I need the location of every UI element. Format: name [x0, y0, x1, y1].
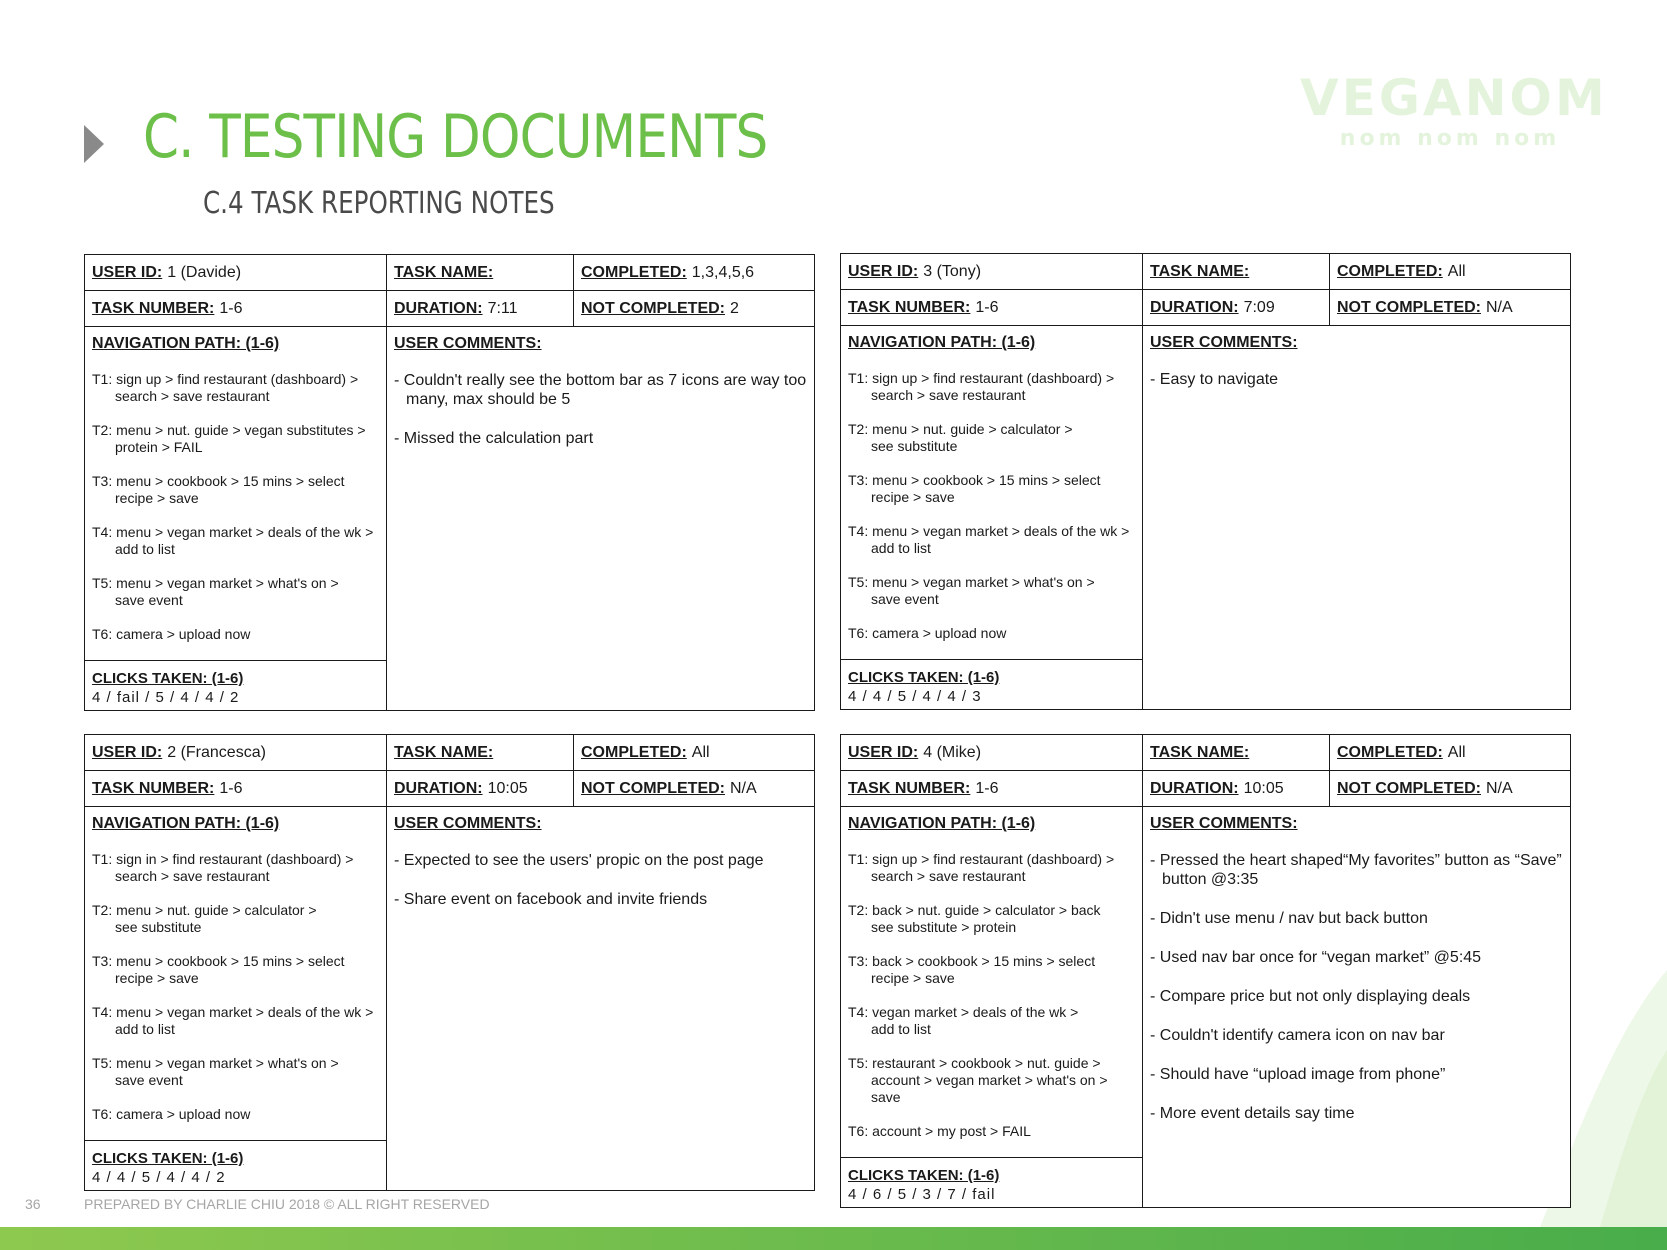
comment-item: - Share event on facebook and invite friends [394, 891, 708, 908]
task-number-value: 1-6 [219, 779, 243, 797]
task-card-user-3 [840, 253, 1571, 710]
task-number-value: 1-6 [975, 779, 999, 797]
completed-label: COMPLETED: [581, 743, 687, 761]
nav-step: T1: sign in > find restaurant (dashboard) > search > save restaurant [92, 851, 354, 884]
user-id-cell [85, 735, 387, 770]
clicks-taken [841, 1157, 1142, 1210]
user-comments [1143, 807, 1570, 1207]
clicks-taken-value: 4 / 6 / 5 / 3 / 7 / fail [848, 1186, 996, 1203]
veganom-logo [1300, 69, 1608, 152]
card-meta-row [841, 290, 1570, 326]
nav-step: T5: restaurant > cookbook > nut. guide > account > vegan market > what's on > save [848, 1055, 1108, 1105]
task-number-cell [85, 291, 387, 326]
clicks-taken-value: 4 / 4 / 5 / 4 / 4 / 2 [92, 1169, 226, 1186]
completed-value: 1,3,4,5,6 [691, 263, 755, 281]
comment-item: - Expected to see the users' propic on the post page [394, 852, 764, 869]
nav-step: T5: menu > vegan market > what's on > save event [92, 575, 339, 608]
task-number-cell [85, 771, 387, 806]
not-completed-value: N/A [1486, 298, 1513, 316]
task-card-user-2 [84, 734, 815, 1191]
navigation-path [85, 327, 386, 660]
logo-wordmark: VEGANOM [1300, 69, 1608, 127]
duration-value: 10:05 [1243, 779, 1284, 797]
completed-label: COMPLETED: [581, 263, 687, 281]
comment-item: - Should have “upload image from phone” [1150, 1066, 1446, 1083]
not-completed-cell [574, 291, 814, 326]
navigation-path [841, 326, 1142, 659]
user-comments-label: USER COMMENTS: [394, 335, 542, 352]
user-comments [387, 327, 814, 710]
card-body [841, 326, 1570, 709]
user-id-label: USER ID: [848, 743, 919, 761]
duration-cell [387, 771, 574, 806]
completed-value: All [1447, 743, 1466, 761]
card-meta-row [85, 771, 814, 807]
task-card-user-4 [840, 734, 1571, 1208]
clicks-taken [85, 1140, 386, 1193]
card-header-row [841, 254, 1570, 290]
completed-value: All [691, 743, 710, 761]
completed-label: COMPLETED: [1337, 743, 1443, 761]
card-body [841, 807, 1570, 1207]
not-completed-value: 2 [730, 299, 739, 317]
nav-step: T1: sign up > find restaurant (dashboard) > search > save restaurant [848, 370, 1115, 403]
comment-item: - Pressed the heart shaped“My favorites” button as “Save” button @3:35 [1150, 852, 1562, 888]
user-id-value: 2 (Francesca) [167, 743, 266, 761]
comment-item: - Didn't use menu / nav but back button [1150, 910, 1428, 927]
card-body [85, 327, 814, 710]
duration-value: 7:11 [487, 299, 518, 317]
user-id-value: 3 (Tony) [923, 262, 982, 280]
clicks-taken-label: CLICKS TAKEN: (1-6) [848, 1167, 1000, 1184]
nav-step: T5: menu > vegan market > what's on > save event [92, 1055, 339, 1088]
nav-step: T4: vegan market > deals of the wk > add to list [848, 1004, 1079, 1037]
nav-step: T1: sign up > find restaurant (dashboard) > search > save restaurant [92, 371, 359, 404]
comment-item: - Couldn't really see the bottom bar as 7 icons are way too many, max should be 5 [394, 372, 807, 408]
clicks-taken [85, 660, 386, 713]
nav-step: T3: menu > cookbook > 15 mins > select recipe > save [92, 473, 345, 506]
completed-cell [574, 735, 814, 770]
clicks-taken-label: CLICKS TAKEN: (1-6) [92, 1150, 244, 1167]
navigation-column [841, 326, 1143, 709]
user-comments [387, 807, 814, 1190]
comment-item: - Easy to navigate [1150, 371, 1279, 388]
nav-step: T3: menu > cookbook > 15 mins > select recipe > save [92, 953, 345, 986]
navigation-path-label: NAVIGATION PATH: (1-6) [848, 815, 1036, 832]
nav-step: T3: back > cookbook > 15 mins > select recipe > save [848, 953, 1096, 986]
completed-label: COMPLETED: [1337, 262, 1443, 280]
clicks-taken [841, 659, 1142, 712]
card-header-row [85, 735, 814, 771]
user-id-cell [841, 735, 1143, 770]
duration-label: DURATION: [1150, 779, 1239, 797]
duration-label: DURATION: [394, 299, 483, 317]
card-body [85, 807, 814, 1190]
duration-label: DURATION: [1150, 298, 1239, 316]
nav-step: T1: sign up > find restaurant (dashboard) > search > save restaurant [848, 851, 1115, 884]
task-name-label: TASK NAME: [394, 263, 494, 281]
bottom-accent-bar [0, 1227, 1667, 1250]
user-id-label: USER ID: [848, 262, 919, 280]
navigation-path-label: NAVIGATION PATH: (1-6) [848, 334, 1036, 351]
user-id-label: USER ID: [92, 263, 163, 281]
task-number-label: TASK NUMBER: [848, 779, 971, 797]
navigation-path [85, 807, 386, 1140]
nav-step: T2: back > nut. guide > calculator > back see substitute > protein [848, 902, 1101, 935]
clicks-taken-label: CLICKS TAKEN: (1-6) [92, 670, 244, 687]
task-number-label: TASK NUMBER: [848, 298, 971, 316]
task-card-user-1 [84, 254, 815, 711]
task-number-value: 1-6 [219, 299, 243, 317]
task-name-cell [387, 255, 574, 290]
nav-step: T6: camera > upload now [92, 626, 251, 642]
comment-item: - Couldn't identify camera icon on nav bar [1150, 1027, 1445, 1044]
navigation-path-label: NAVIGATION PATH: (1-6) [92, 815, 280, 832]
nav-step: T6: camera > upload now [92, 1106, 251, 1122]
card-header-row [841, 735, 1570, 771]
completed-cell [574, 255, 814, 290]
not-completed-label: NOT COMPLETED: [1337, 779, 1481, 797]
task-name-label: TASK NAME: [1150, 262, 1250, 280]
duration-cell [1143, 771, 1330, 806]
completed-cell [1330, 735, 1570, 770]
nav-step: T2: menu > nut. guide > vegan substitutes > protein > FAIL [92, 422, 366, 455]
duration-label: DURATION: [394, 779, 483, 797]
card-header-row [85, 255, 814, 291]
duration-cell [387, 291, 574, 326]
navigation-path-label: NAVIGATION PATH: (1-6) [92, 335, 280, 352]
task-number-label: TASK NUMBER: [92, 779, 215, 797]
comment-item: - Used nav bar once for “vegan market” @5:45 [1150, 949, 1482, 966]
page-number: 36 [25, 1196, 41, 1212]
nav-step: T2: menu > nut. guide > calculator > see substitute [92, 902, 317, 935]
nav-step: T6: account > my post > FAIL [848, 1123, 1031, 1139]
nav-step: T3: menu > cookbook > 15 mins > select recipe > save [848, 472, 1101, 505]
page-subtitle: C.4 TASK REPORTING NOTES [203, 186, 555, 221]
comment-item: - Missed the calculation part [394, 430, 594, 447]
user-comments-label: USER COMMENTS: [394, 815, 542, 832]
nav-step: T4: menu > vegan market > deals of the wk > add to list [92, 1004, 374, 1037]
user-id-value: 1 (Davide) [167, 263, 242, 281]
task-number-cell [841, 290, 1143, 325]
navigation-column [841, 807, 1143, 1207]
user-comments-label: USER COMMENTS: [1150, 815, 1298, 832]
task-number-cell [841, 771, 1143, 806]
nav-step: T5: menu > vegan market > what's on > save event [848, 574, 1095, 607]
not-completed-value: N/A [1486, 779, 1513, 797]
not-completed-label: NOT COMPLETED: [581, 779, 725, 797]
not-completed-label: NOT COMPLETED: [581, 299, 725, 317]
user-id-label: USER ID: [92, 743, 163, 761]
clicks-taken-label: CLICKS TAKEN: (1-6) [848, 669, 1000, 686]
user-id-cell [841, 254, 1143, 289]
page-title: C. TESTING DOCUMENTS [143, 102, 768, 172]
user-comments-label: USER COMMENTS: [1150, 334, 1298, 351]
duration-value: 7:09 [1243, 298, 1275, 316]
logo-tagline: nom nom nom [1339, 126, 1561, 151]
task-name-cell [1143, 254, 1330, 289]
task-name-label: TASK NAME: [394, 743, 494, 761]
nav-step: T2: menu > nut. guide > calculator > see substitute [848, 421, 1073, 454]
comment-item: - Compare price but not only displaying deals [1150, 988, 1471, 1005]
not-completed-cell [1330, 771, 1570, 806]
nav-step: T6: camera > upload now [848, 625, 1007, 641]
not-completed-value: N/A [730, 779, 757, 797]
task-number-value: 1-6 [975, 298, 999, 316]
task-name-cell [1143, 735, 1330, 770]
duration-cell [1143, 290, 1330, 325]
completed-value: All [1447, 262, 1466, 280]
nav-step: T4: menu > vegan market > deals of the wk > add to list [92, 524, 374, 557]
card-meta-row [841, 771, 1570, 807]
user-comments [1143, 326, 1570, 709]
play-arrow-icon [84, 125, 104, 163]
footer-copyright: PREPARED BY CHARLIE CHIU 2018 © ALL RIGHT RESERVED [84, 1196, 490, 1212]
card-meta-row [85, 291, 814, 327]
task-number-label: TASK NUMBER: [92, 299, 215, 317]
nav-step: T4: menu > vegan market > deals of the wk > add to list [848, 523, 1130, 556]
user-id-value: 4 (Mike) [923, 743, 982, 761]
not-completed-label: NOT COMPLETED: [1337, 298, 1481, 316]
clicks-taken-value: 4 / fail / 5 / 4 / 4 / 2 [92, 689, 240, 706]
not-completed-cell [574, 771, 814, 806]
navigation-column [85, 807, 387, 1190]
not-completed-cell [1330, 290, 1570, 325]
navigation-path [841, 807, 1142, 1157]
user-id-cell [85, 255, 387, 290]
duration-value: 10:05 [487, 779, 528, 797]
task-name-label: TASK NAME: [1150, 743, 1250, 761]
clicks-taken-value: 4 / 4 / 5 / 4 / 4 / 3 [848, 688, 982, 705]
comment-item: - More event details say time [1150, 1105, 1355, 1122]
task-name-cell [387, 735, 574, 770]
navigation-column [85, 327, 387, 710]
completed-cell [1330, 254, 1570, 289]
